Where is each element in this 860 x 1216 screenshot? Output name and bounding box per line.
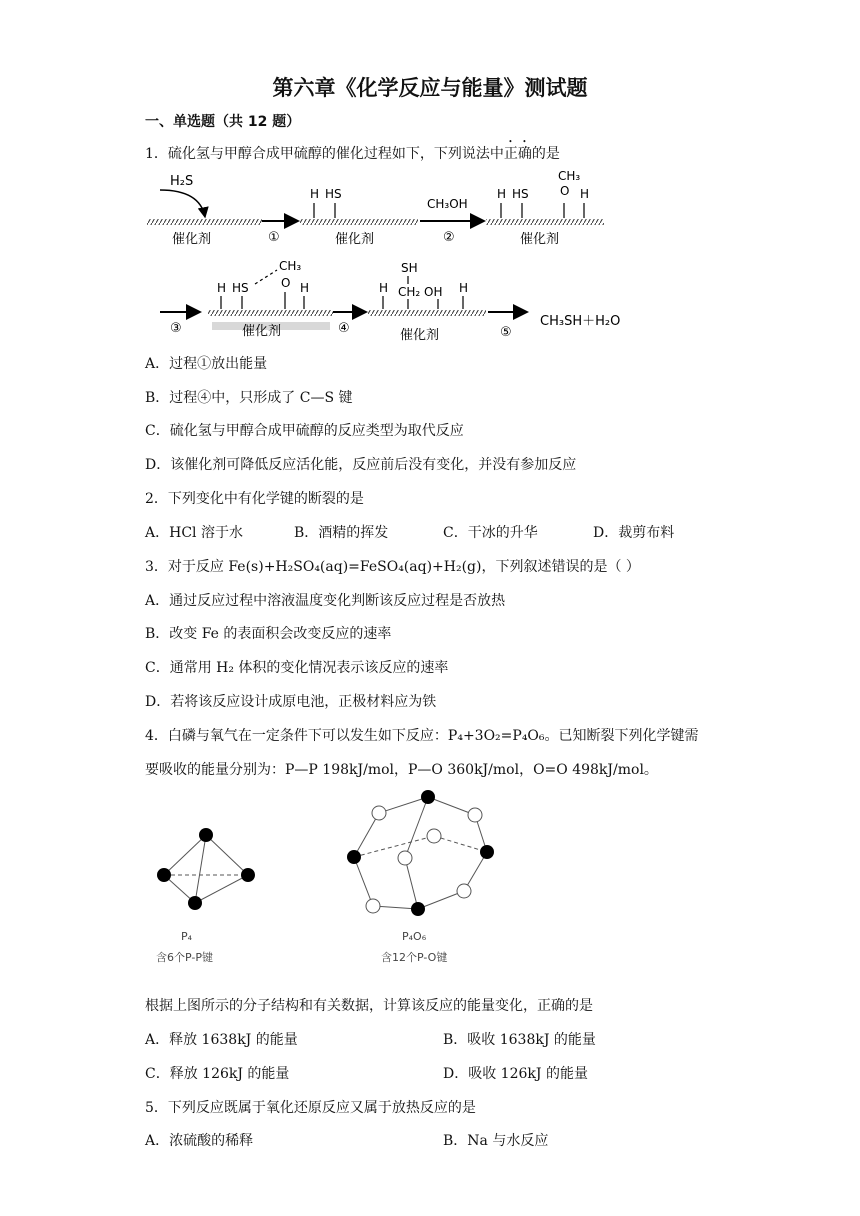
p4-label: P₄ [181, 930, 193, 943]
q2-option-d: D．裁剪布料 [593, 525, 675, 541]
catalyst-label-3: 催化剂 [520, 232, 560, 247]
q2-option-c: C．干冰的升华 [443, 525, 538, 541]
catalyst-surface-3 [486, 219, 604, 225]
q3-option-a: A．通过反应过程中溶液温度变化判断该反应过程是否放热 [145, 593, 506, 609]
hs-label-4: HS [232, 281, 249, 295]
catalyst-surface-1 [147, 219, 262, 225]
q3-option-c: C．通常用 H₂ 体积的变化情况表示该反应的速率 [145, 660, 449, 676]
p4o6-label: P₄O₆ [402, 930, 427, 943]
catalysis-process-diagram [0, 160, 860, 350]
oxygen-atom [372, 806, 386, 820]
hs-label-2: HS [325, 187, 342, 201]
catalyst-label-2: 催化剂 [335, 232, 375, 247]
step-1-label: ① [268, 230, 280, 245]
h-label-2: H [310, 187, 320, 201]
phosphorus-atom [188, 896, 202, 910]
h2s-label: H₂S [170, 174, 194, 189]
oxygen-atom [427, 829, 441, 843]
q4-option-d: D．吸收 126kJ 的能量 [443, 1066, 588, 1082]
q5-option-a: A．浓硫酸的稀释 [145, 1133, 254, 1149]
ch3-label-4: CH₃ [279, 259, 302, 273]
phosphorus-atom [421, 790, 435, 804]
q4-option-b: B．吸收 1638kJ 的能量 [443, 1032, 596, 1048]
question-4-stem-3: 根据上图所示的分子结构和有关数据，计算该反应的能量变化，正确的是 [145, 998, 593, 1014]
q1-option-b: B．过程④中，只形成了 C—S 键 [145, 390, 353, 406]
o-label-4: O [281, 276, 291, 290]
catalyst-label-5: 催化剂 [400, 328, 440, 343]
catalyst-surface-5 [368, 310, 486, 316]
question-2-stem: 2．下列变化中有化学键的断裂的是 [145, 491, 364, 507]
phosphorus-atom [411, 902, 425, 916]
question-4-stem-1: 4．白磷与氧气在一定条件下可以发生如下反应：P₄+3O₂=P₄O₆。已知断裂下列化学键需 [145, 728, 699, 744]
phosphorus-atom [241, 868, 255, 882]
step-2-label: ② [443, 230, 455, 245]
hs-label-3: HS [512, 187, 529, 201]
q1-option-d: D．该催化剂可降低反应活化能，反应前后没有变化，并没有参加反应 [145, 457, 577, 473]
q4-option-a: A．释放 1638kJ 的能量 [145, 1032, 298, 1048]
step-3-label: ③ [170, 321, 182, 336]
h-label-3: H [497, 187, 507, 201]
o-label-3: O [560, 184, 570, 198]
sh-label: SH [401, 261, 418, 275]
h-label-4: H [217, 281, 227, 295]
h-label-4b: H [300, 281, 310, 295]
question-5-stem: 5．下列反应既属于氧化还原反应又属于放热反应的是 [145, 1100, 476, 1116]
q1-option-c: C．硫化氢与甲醇合成甲硫醇的反应类型为取代反应 [145, 423, 464, 439]
q2-option-b: B．酒精的挥发 [294, 525, 389, 541]
h2s-arrow [160, 190, 205, 217]
dashed-bond [255, 270, 277, 284]
section-heading: 一、单选题（共 12 题） [145, 114, 301, 130]
p4o6-molecule [347, 790, 494, 916]
step-4-label: ④ [338, 321, 350, 336]
catalyst-label-1: 催化剂 [172, 232, 212, 247]
oxygen-atom [398, 851, 412, 865]
h-label-5: H [379, 281, 389, 295]
question-3-stem: 3．对于反应 Fe(s)+H₂SO₄(aq)=FeSO₄(aq)+H₂(g)，下列叙述错误的是（ ） [145, 559, 640, 575]
q3-option-d: D．若将该反应设计成原电池，正极材料应为铁 [145, 694, 437, 710]
ch2oh-label: CH₂ OH [398, 285, 443, 299]
q1-option-a: A．过程①放出能量 [145, 356, 268, 372]
q2-option-a: A．HCl 溶于水 [145, 525, 243, 541]
catalyst-surface-4 [208, 310, 333, 316]
p4-molecule [157, 828, 255, 910]
page-title: 第六章《化学反应与能量》测试题 [272, 76, 588, 100]
h-label-5b: H [459, 281, 469, 295]
phosphorus-atom [480, 845, 494, 859]
q4-option-c: C．释放 126kJ 的能量 [145, 1066, 290, 1082]
phosphorus-atom [199, 828, 213, 842]
ch3-label-3: CH₃ [558, 169, 581, 183]
p4o6-note: 含12个P-O键 [381, 951, 448, 964]
p4-note: 含6个P-P键 [156, 951, 213, 964]
oxygen-atom [457, 884, 471, 898]
question-1-stem-text: 1．硫化氢与甲醇合成甲硫醇的催化过程如下，下列说法中 [145, 146, 504, 162]
catalyst-surface-2 [300, 219, 418, 225]
phosphorus-atom [157, 868, 171, 882]
oxygen-atom [468, 808, 482, 822]
oxygen-atom [366, 899, 380, 913]
ch3oh-label: CH₃OH [427, 197, 468, 211]
question-1-stem-end: 的是 [531, 146, 560, 162]
q3-option-b: B．改变 Fe 的表面积会改变反应的速率 [145, 626, 392, 642]
h-label-3b: H [580, 187, 590, 201]
product-label: CH₃SH＋H₂O [540, 314, 621, 329]
question-4-stem-2: 要吸收的能量分别为：P—P 198kJ/mol，P—O 360kJ/mol，O=O 498kJ/mol。 [145, 762, 658, 778]
phosphorus-atom [347, 850, 361, 864]
q5-option-b: B．Na 与水反应 [443, 1133, 549, 1149]
step-5-label: ⑤ [500, 325, 512, 340]
catalyst-label-4: 催化剂 [242, 324, 282, 339]
molecule-structure-figure [0, 780, 860, 970]
question-1-emphasis: 正确 [503, 146, 532, 162]
